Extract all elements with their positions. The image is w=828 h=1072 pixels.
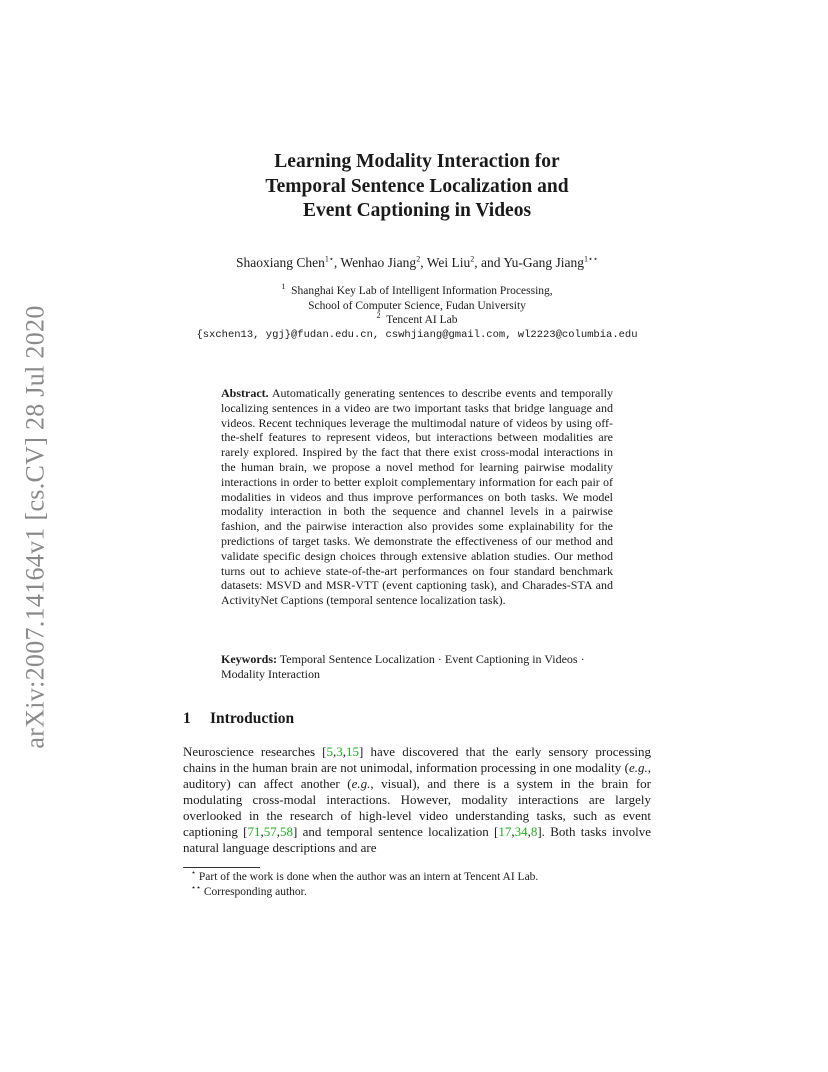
footnote-mark: ⋆⋆: [191, 882, 202, 892]
affiliation-text: Tencent AI Lab: [386, 314, 458, 326]
citation-link[interactable]: 8: [530, 824, 538, 839]
author-name: Shaoxiang Chen: [236, 255, 325, 270]
section-number: 1: [183, 710, 191, 727]
author-name: Wei Liu: [426, 255, 471, 270]
author-separator: ,: [333, 255, 341, 270]
body-text: ] have discovered that the early sensory processing chains in the human brain are not unimodal, information processing in one modality (: [183, 744, 651, 775]
body-text: , auditory) can affect another (: [183, 760, 651, 791]
affiliation-mark: 1: [281, 282, 286, 292]
citation-link[interactable]: 15: [346, 744, 360, 759]
affiliation-text: Shanghai Key Lab of Intelligent Information Processing,: [291, 285, 553, 297]
author-separator: ,: [420, 255, 427, 270]
citation-link[interactable]: 3: [336, 744, 343, 759]
author-mark: 2: [416, 254, 421, 264]
author-mark: 1⋆: [324, 254, 334, 264]
body-text: ]. Both tasks involve natural language descriptions and are: [183, 824, 651, 855]
footnote: [183, 870, 651, 885]
affiliation-line: School of Computer Science, Fudan University: [308, 299, 526, 312]
author-mark: 1⋆⋆: [583, 254, 598, 264]
citation-separator: ,: [527, 824, 531, 839]
intro-paragraph: [183, 744, 651, 856]
citation-separator: ,: [276, 824, 280, 839]
citation-link[interactable]: 71: [247, 824, 261, 839]
citation-separator: ,: [260, 824, 264, 839]
arxiv-identifier-text: arXiv:2007.14164v1 [cs.CV] 28 Jul 2020: [21, 305, 51, 749]
title-line: Event Captioning in Videos: [302, 200, 532, 221]
affiliation-mark: 2: [376, 311, 381, 321]
author-mark: 2: [470, 254, 475, 264]
title-line: Temporal Sentence Localization and: [265, 175, 569, 197]
footnote: [183, 882, 651, 900]
section-heading: [183, 710, 294, 728]
citation-separator: ,: [333, 744, 337, 759]
citation-link[interactable]: 5: [326, 744, 334, 759]
body-text: ] and temporal sentence localization [: [292, 824, 499, 839]
footnote-text: Part of the work is done when the author was an intern at Tencent AI Lab.: [198, 871, 539, 883]
author-name: Yu-Gang Jiang: [503, 255, 584, 270]
keywords: [221, 652, 621, 682]
footnote-mark: ⋆: [191, 868, 197, 878]
arxiv-identifier-stamp: [14, 292, 58, 762]
footnote-text: Corresponding author.: [203, 885, 307, 898]
citation-link[interactable]: 58: [279, 824, 293, 839]
author-separator: , and: [474, 255, 504, 270]
title-line: Learning Modality Interaction for: [274, 151, 560, 172]
citation-link[interactable]: 57: [263, 824, 277, 839]
body-text: , visual), and there is a system in the brain for modulating cross-modal interactions. However, modality interactions are largely overlooked in the research of high-level video understanding tasks, such as event captioning [: [183, 776, 651, 839]
footnotes: [183, 870, 651, 899]
keywords-label: Keywords:: [221, 652, 277, 666]
citation-separator: ,: [511, 824, 515, 839]
citation-link[interactable]: 17: [498, 824, 512, 839]
body-text: Neuroscience researches [: [183, 744, 327, 759]
affiliation-line: [183, 313, 651, 328]
body-text-italic: e.g.: [628, 760, 648, 775]
author-list: [183, 255, 651, 271]
abstract-label: Abstract.: [221, 386, 269, 400]
author-emails: {sxchen13, ygj}@fudan.edu.cn, cswhjiang@gmail.com, wl2223@columbia.edu: [196, 328, 638, 341]
affiliation-line: [183, 284, 651, 299]
keywords-text: Temporal Sentence Localization · Event Captioning in Videos · Modality Interaction: [221, 652, 585, 681]
affiliations: [183, 284, 651, 342]
citation-separator: ,: [342, 744, 347, 759]
abstract-text: Automatically generating sentences to describe events and temporally localizing sentences in a video are two important tasks that bridge language and videos. Recent techniques leverage the multimodal nature of videos by using off-the-shelf features to represent videos, but interactions between modalities are rarely explored. Inspired by the fact that there exist cross-modal interactions in the human brain, we propose a novel method for learning pairwise modality interactions in order to better exploit complementary information for each pair of modalities in videos and thus improve performances on both tasks. We model modality interaction in both the sequence and channel levels in a pairwise fashion, and the pairwise interaction also provides some explainability for the predictions of target tasks. We demonstrate the effectiveness of our method and validate specific design choices through extensive ablation studies. Our method turns out to achieve state-of-the-art performances on four standard benchmark datasets: MSVD and MSR-VTT (event captioning task), and Charades-STA and ActivityNet Captions (temporal sentence localization task).: [221, 386, 613, 608]
citation-link[interactable]: 34: [514, 824, 528, 839]
abstract: [221, 386, 613, 608]
author-name: Wenhao Jiang: [340, 255, 417, 270]
section-title: Introduction: [210, 710, 295, 727]
paper-title: [183, 150, 651, 224]
body-text-italic: e.g.: [351, 776, 371, 791]
